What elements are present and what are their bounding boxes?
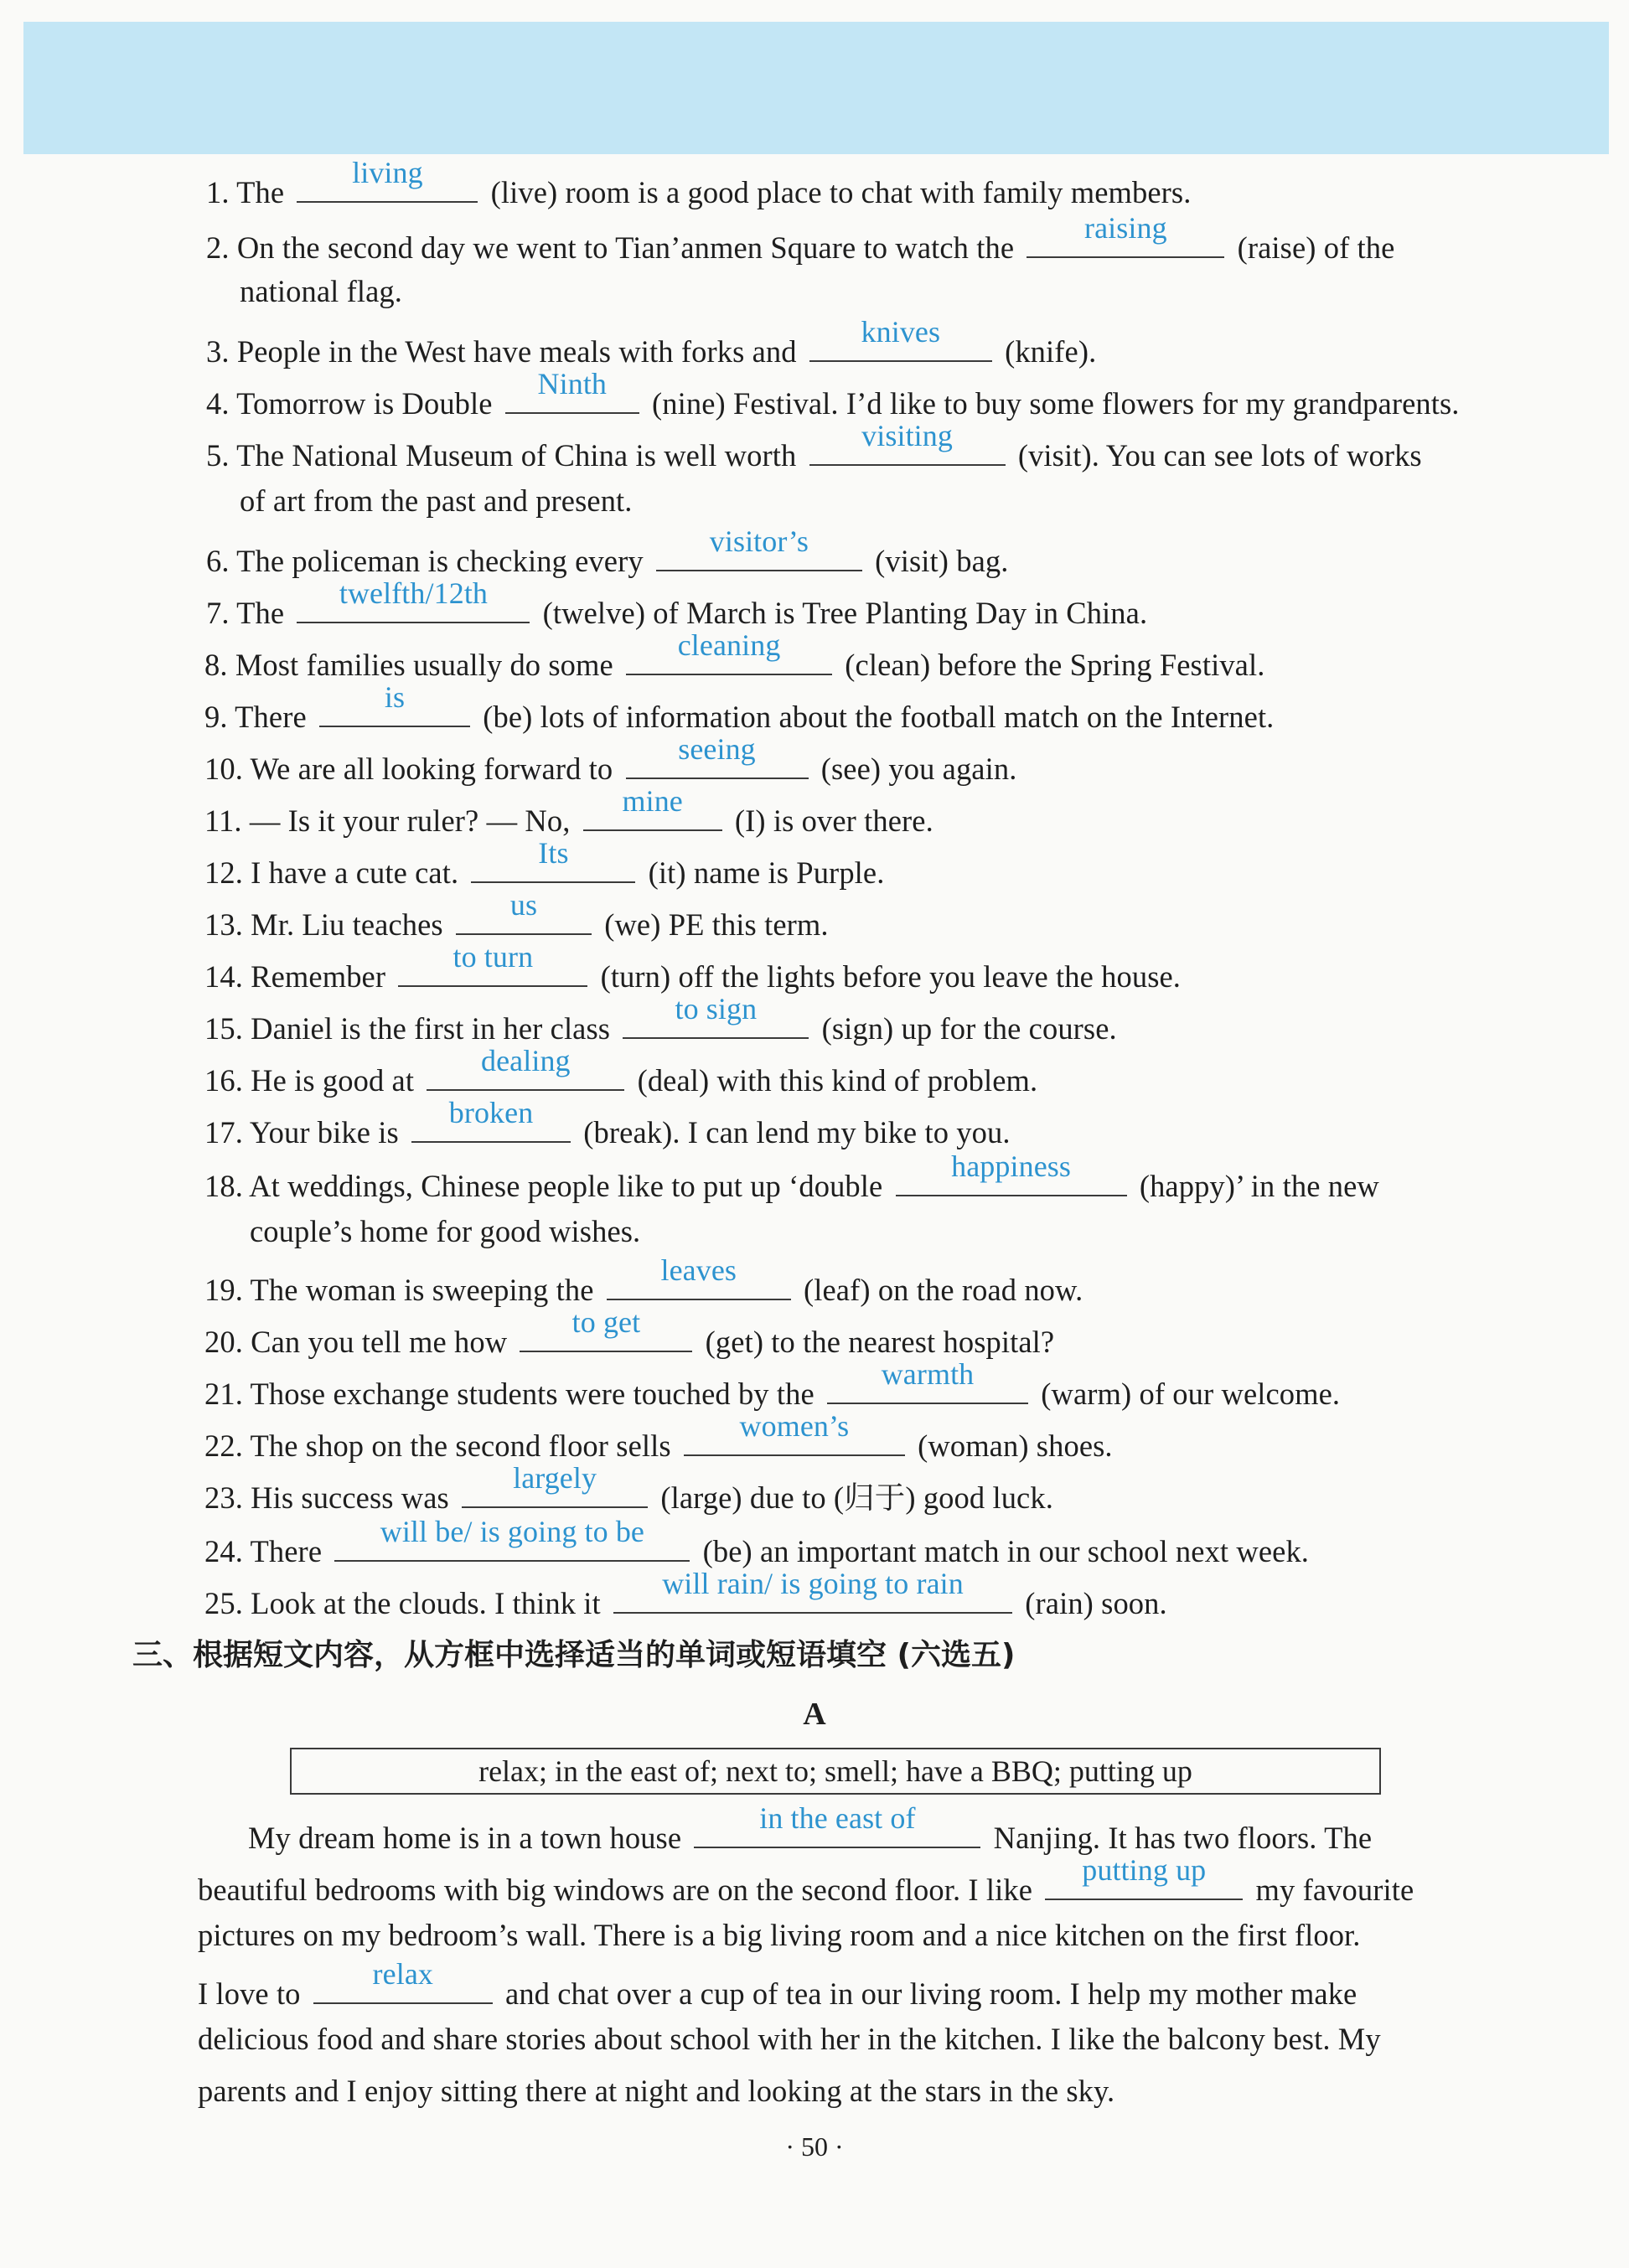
answer-text: knives <box>861 315 941 349</box>
answer-text: happiness <box>951 1149 1072 1183</box>
item-number: 25. <box>204 1586 243 1620</box>
answer-blank[interactable] <box>656 524 862 571</box>
item-number: 2. <box>206 230 230 265</box>
answer-blank[interactable] <box>462 1461 648 1508</box>
exercise-item-continuation: national flag. <box>240 274 402 308</box>
answer-blank[interactable] <box>694 1801 980 1848</box>
item-text: (nine) Festival. I’d like to buy some flowers for my grandparents. <box>652 386 1460 421</box>
item-number: 15. <box>204 1011 243 1046</box>
answer-text: to sign <box>675 992 758 1026</box>
item-text: Tomorrow is Double <box>236 386 493 421</box>
answer-blank[interactable] <box>809 315 992 362</box>
item-text: Most families usually do some <box>235 648 613 682</box>
item-number: 4. <box>206 386 230 421</box>
answer-blank[interactable] <box>334 1515 690 1562</box>
passage-title: A <box>803 1697 826 1732</box>
answer-text: in the east of <box>759 1801 916 1835</box>
answer-blank[interactable] <box>505 367 639 414</box>
item-number: 5. <box>206 438 230 473</box>
item-text: (be) an important match in our school next week. <box>702 1534 1310 1568</box>
answer-blank[interactable] <box>896 1149 1127 1196</box>
answer-blank[interactable] <box>613 1567 1012 1614</box>
answer-blank[interactable] <box>684 1409 905 1456</box>
item-text: His success was <box>251 1480 449 1515</box>
item-text: The National Museum of China is well worth <box>236 438 797 473</box>
answer-blank[interactable] <box>398 940 587 987</box>
word-bank-box: relax; in the east of; next to; smell; have a BBQ; putting up <box>290 1748 1381 1795</box>
answer-text: living <box>352 156 423 189</box>
exercise-item <box>204 992 1117 1051</box>
item-text: Mr. Liu teaches <box>251 907 443 942</box>
answer-blank[interactable] <box>319 680 470 727</box>
item-number: 6. <box>206 544 230 578</box>
item-text: (clean) before the Spring Festival. <box>845 648 1265 682</box>
item-text: There <box>235 700 307 734</box>
answer-blank[interactable] <box>297 156 478 203</box>
answer-text: women’s <box>739 1409 850 1443</box>
answer-blank[interactable] <box>827 1357 1028 1404</box>
item-text: (visit) bag. <box>875 544 1009 578</box>
passage-line: pictures on my bedroom’s wall. There is a big living room and a nice kitchen on the first floor. <box>198 1918 1361 1952</box>
item-number: 20. <box>204 1325 243 1359</box>
exercise-item-continuation: of art from the past and present. <box>240 483 633 518</box>
answer-text: Its <box>538 836 569 870</box>
answer-text: cleaning <box>677 628 781 662</box>
exercise-item <box>204 1567 1167 1625</box>
answer-blank[interactable] <box>313 1957 493 2004</box>
item-text: (break). I can lend my bike to you. <box>583 1115 1011 1149</box>
section-heading: 三、根据短文内容，从方框中选择适当的单词或短语填空 (六选五) <box>132 1638 1016 1672</box>
item-text: (be) lots of information about the football match on the Internet. <box>483 700 1275 734</box>
item-number: 10. <box>204 752 243 786</box>
item-text: On the second day we went to Tian’anmen Square to watch the <box>236 230 1015 265</box>
answer-blank[interactable] <box>427 1044 624 1091</box>
item-text: There <box>250 1534 323 1568</box>
exercise-item <box>206 156 1192 214</box>
item-text: Can you tell me how <box>251 1325 508 1359</box>
exercise-item <box>204 1149 1379 1208</box>
exercise-item <box>204 1409 1113 1468</box>
answer-text: seeing <box>678 732 756 766</box>
answer-text: warmth <box>881 1357 975 1391</box>
passage-line <box>198 1957 1358 2016</box>
item-number: 16. <box>204 1063 243 1098</box>
item-number: 13. <box>204 907 243 942</box>
item-text: (sign) up for the course. <box>821 1011 1117 1046</box>
item-number: 18. <box>204 1169 243 1203</box>
exercise-item <box>206 419 1422 478</box>
answer-text: broken <box>448 1096 534 1129</box>
item-text: (visit). You can see lots of works <box>1017 438 1422 473</box>
item-text: (deal) with this kind of problem. <box>637 1063 1038 1098</box>
item-text: The woman is sweeping the <box>250 1273 594 1307</box>
item-number: 19. <box>204 1273 243 1307</box>
item-text: (happy)’ in the new <box>1139 1169 1379 1203</box>
passage-text: my favourite <box>1255 1873 1414 1907</box>
answer-text: visitor’s <box>709 524 809 558</box>
answer-text: will rain/ is going to rain <box>662 1567 964 1600</box>
passage-text: Nanjing. It has two floors. The <box>993 1821 1373 1855</box>
answer-text: largely <box>513 1461 597 1495</box>
item-text: The <box>236 175 285 209</box>
passage-line: parents and I enjoy sitting there at night and looking at the stars in the sky. <box>198 2074 1115 2108</box>
answer-text: visiting <box>861 419 953 452</box>
answer-text: to turn <box>452 940 534 974</box>
answer-text: putting up <box>1082 1853 1207 1887</box>
item-text: — Is it your ruler? — No, <box>249 803 571 838</box>
header-band <box>23 22 1609 154</box>
answer-blank[interactable] <box>1027 211 1224 258</box>
answer-text: relax <box>372 1957 433 1991</box>
item-number: 11. <box>204 803 242 838</box>
answer-blank[interactable] <box>607 1253 791 1300</box>
item-text: People in the West have meals with forks and <box>236 334 797 369</box>
answer-text: twelfth/12th <box>339 576 489 610</box>
answer-text: to get <box>571 1305 641 1339</box>
item-text: The <box>236 596 285 630</box>
item-text: (I) is over there. <box>734 803 933 838</box>
passage-text: My dream home is in a town house <box>248 1821 682 1855</box>
item-number: 12. <box>204 855 243 890</box>
answer-blank[interactable] <box>471 836 635 883</box>
item-text: (see) you again. <box>820 752 1017 786</box>
item-text: Daniel is the first in her class <box>251 1011 611 1046</box>
answer-blank[interactable] <box>626 732 809 779</box>
answer-text: will be/ is going to be <box>380 1515 644 1548</box>
passage-text: I love to <box>198 1976 301 2011</box>
item-text: The policeman is checking every <box>236 544 644 578</box>
item-text: (it) name is Purple. <box>648 855 885 890</box>
item-text: I have a cute cat. <box>251 855 459 890</box>
item-number: 21. <box>204 1377 243 1411</box>
item-text: (rain) soon. <box>1025 1586 1167 1620</box>
item-text: We are all looking forward to <box>250 752 613 786</box>
item-text: (knife). <box>1005 334 1097 369</box>
answer-blank[interactable] <box>411 1096 571 1143</box>
item-text: At weddings, Chinese people like to put up ‘double <box>249 1169 883 1203</box>
passage-text: beautiful bedrooms with big windows are on the second floor. I like <box>198 1873 1033 1907</box>
item-text: (live) room is a good place to chat with family members. <box>490 175 1192 209</box>
item-number: 17. <box>204 1115 243 1149</box>
item-text: Remember <box>251 959 386 994</box>
answer-text: raising <box>1084 211 1167 245</box>
answer-blank[interactable] <box>456 888 592 935</box>
item-text: (leaf) on the road now. <box>803 1273 1083 1307</box>
item-text: Your bike is <box>249 1115 399 1149</box>
item-text: (we) PE this term. <box>604 907 829 942</box>
answer-blank[interactable] <box>809 419 1006 466</box>
item-text: Look at the clouds. I think it <box>251 1586 601 1620</box>
passage-text: and chat over a cup of tea in our living room. I help my mother make <box>505 1976 1358 2011</box>
item-number: 24. <box>204 1534 243 1568</box>
item-text: (warm) of our welcome. <box>1041 1377 1341 1411</box>
item-text: (twelve) of March is Tree Planting Day in China. <box>542 596 1148 630</box>
passage-line: delicious food and share stories about school with her in the kitchen. I like the balcony best. My <box>198 2022 1381 2056</box>
item-text: Those exchange students were touched by the <box>250 1377 814 1411</box>
answer-blank[interactable] <box>520 1305 692 1352</box>
answer-text: leaves <box>660 1253 737 1287</box>
item-text: (raise) of the <box>1237 230 1395 265</box>
answer-text: us <box>509 888 538 922</box>
item-number: 1. <box>206 175 230 209</box>
page-number: · 50 · <box>785 2131 844 2162</box>
item-text: (get) to the nearest hospital? <box>705 1325 1055 1359</box>
item-text: (woman) shoes. <box>918 1428 1113 1463</box>
answer-text: mine <box>622 784 683 818</box>
item-text: (large) due to (归于) good luck. <box>660 1480 1053 1515</box>
exercise-item <box>206 211 1395 270</box>
exercise-item <box>204 1044 1038 1103</box>
answer-blank[interactable] <box>626 628 832 675</box>
answer-blank[interactable] <box>297 576 530 623</box>
exercise-item <box>204 1461 1053 1520</box>
answer-blank[interactable] <box>1045 1853 1243 1900</box>
exercise-item-continuation: couple’s home for good wishes. <box>250 1214 641 1248</box>
item-text: He is good at <box>251 1063 415 1098</box>
item-number: 9. <box>204 700 228 734</box>
answer-blank[interactable] <box>623 992 809 1039</box>
item-text: The shop on the second floor sells <box>250 1428 671 1463</box>
answer-text: is <box>384 680 406 714</box>
answer-blank[interactable] <box>583 784 722 831</box>
passage-line <box>198 1853 1414 1912</box>
answer-text: dealing <box>480 1044 571 1077</box>
item-number: 14. <box>204 959 243 994</box>
exercise-item <box>206 315 1097 374</box>
item-number: 22. <box>204 1428 243 1463</box>
answer-text: Ninth <box>537 367 608 400</box>
item-number: 3. <box>206 334 230 369</box>
item-number: 8. <box>204 648 228 682</box>
item-text: (turn) off the lights before you leave the house. <box>600 959 1182 994</box>
item-number: 23. <box>204 1480 243 1515</box>
item-number: 7. <box>206 596 230 630</box>
exercise-item <box>204 1096 1011 1155</box>
